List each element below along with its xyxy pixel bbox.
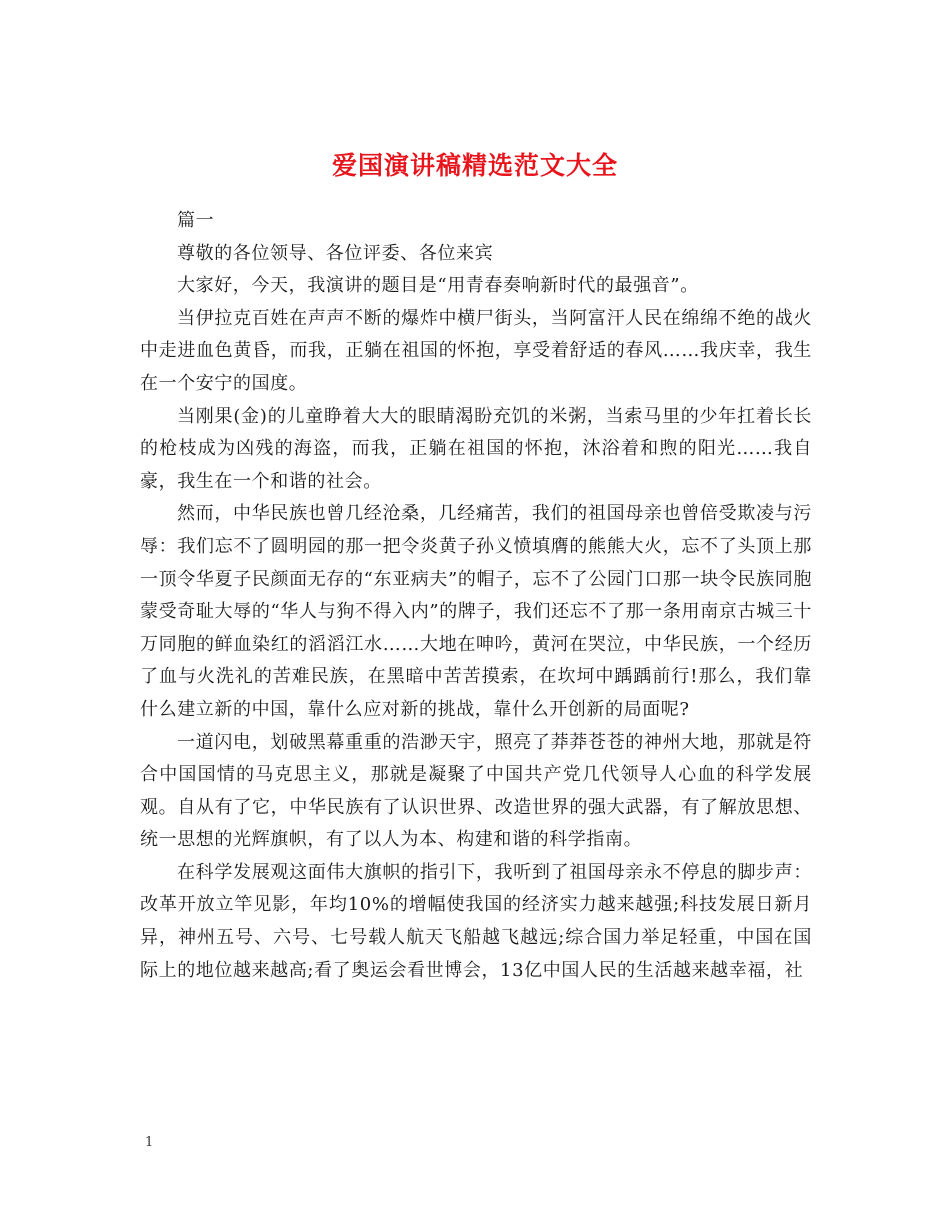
- paragraph: 当伊拉克百姓在声声不断的爆炸中横尸街头，当阿富汗人民在绵绵不绝的战火中走进血色黄昏，而我，正躺在祖国的怀抱，享受着舒适的春风……我庆幸，我生在一个安宁的国度。: [140, 307, 812, 394]
- paragraph: 然而，中华民族也曾几经沧桑，几经痛苦，我们的祖国母亲也曾倍受欺凌与污辱：我们忘不了圆明园的那一把令炎黄子孙义愤填膺的熊熊大火，忘不了头顶上那一顶令华夏子民颜面无存的“东亚病夫”的帽子，忘不了公园门口那一块令民族同胞蒙受奇耻大辱的“华人与狗不得入内”的牌子，我们还忘不了那一条用南京古城三十万同胞的鲜血染红的滔滔江水……大地在呻吟，黄河在哭泣，中华民族，一个经历了血与火洗礼的苦难民族，在黑暗中苦苦摸索，在坎坷中踽踽前行!那么，我们靠什么建立新的中国，靠什么应对新的挑战，靠什么开创新的局面呢?: [140, 503, 812, 720]
- page-number: 1: [145, 1135, 154, 1150]
- paragraph: 在科学发展观这面伟大旗帜的指引下，我听到了祖国母亲永不停息的脚步声：改革开放立竿见影，年均10%的增幅使我国的经济实力越来越强;科技发展日新月异，神州五号、六号、七号载人航天飞船越飞越远;综合国力举足轻重，中国在国际上的地位越来越高;看了奥运会看世博会，13亿中国人民的生活越来越幸福，社: [140, 861, 812, 981]
- paragraph: 大家好，今天，我演讲的题目是“用青春奏响新时代的最强音”。: [177, 275, 699, 297]
- paragraph: 一道闪电，划破黑幕重重的浩渺天宇，照亮了莽莽苍苍的神州大地，那就是符合中国国情的马克思主义，那就是凝聚了中国共产党几代领导人心血的科学发展观。自从有了它，中华民族有了认识世界、改造世界的强大武器，有了解放思想、统一思想的光辉旗帜，有了以人为本、构建和谐的科学指南。: [140, 731, 812, 851]
- document-title: 爱国演讲稿精选范文大全: [331, 150, 618, 180]
- paragraph: 篇一: [177, 210, 215, 231]
- document-body: [140, 205, 812, 987]
- paragraph: 尊敬的各位领导、各位评委、各位来宾: [177, 242, 494, 264]
- paragraph: 当刚果(金)的儿童睁着大大的眼睛渴盼充饥的米粥，当索马里的少年扛着长长的枪枝成为凶残的海盗，而我，正躺在祖国的怀抱，沐浴着和煦的阳光……我自豪，我生在一个和谐的社会。: [140, 405, 812, 492]
